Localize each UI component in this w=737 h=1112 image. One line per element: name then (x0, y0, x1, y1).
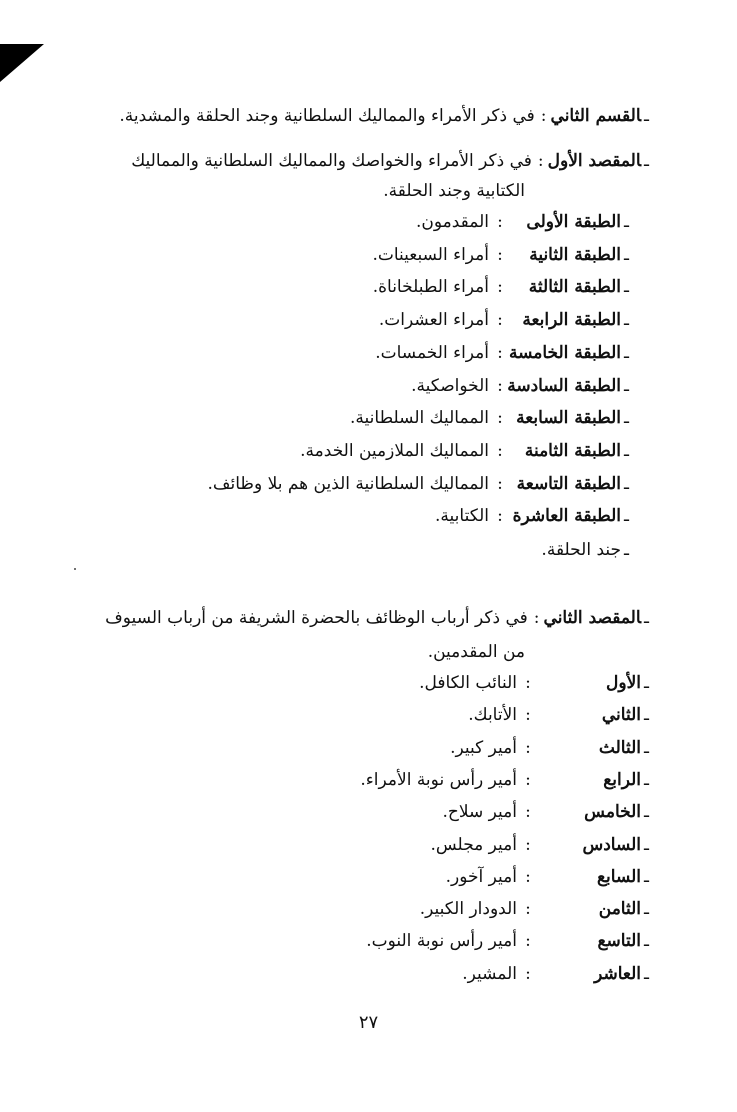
rank-row (430, 829, 649, 861)
colon: : (497, 376, 503, 396)
section-heading-line (119, 100, 649, 132)
purpose1-text: في ذكر الأمراء والخواصك والمماليك السلطانية والمماليك (131, 151, 532, 171)
dash: ـ (644, 931, 649, 951)
tier-value: أمراء الطبلخاناة. (372, 277, 490, 297)
purpose2-heading: المقصد الثاني (543, 608, 642, 628)
tier-row (435, 500, 629, 532)
colon: : (497, 277, 503, 297)
tier-label: الطبقة الثالثة (528, 277, 622, 297)
dash: ـ (624, 310, 629, 330)
dash: ـ (644, 835, 649, 855)
scan-corner-mark (0, 44, 44, 82)
colon: : (537, 151, 544, 171)
colon: : (497, 343, 503, 363)
tier-label: الطبقة الرابعة (522, 310, 622, 330)
dash: ـ (624, 540, 629, 560)
rank-row (468, 699, 649, 731)
colon: : (497, 506, 503, 526)
colon: : (497, 408, 503, 428)
colon: : (525, 770, 531, 790)
tier-value: أمراء الخمسات. (375, 343, 490, 363)
page-number: ٢٧ (358, 1012, 379, 1033)
rank-value: أمير رأس نوبة النوب. (366, 931, 518, 951)
rank-label: الخامس (584, 802, 642, 822)
dash: ـ (624, 506, 629, 526)
colon: : (525, 899, 531, 919)
dash: ـ (624, 441, 629, 461)
purpose2-heading-line (105, 602, 649, 634)
dash: ـ (644, 673, 649, 693)
dash: ـ (644, 964, 649, 984)
rank-value: أمير مجلس. (430, 835, 518, 855)
tier-label: الطبقة الأولى (526, 212, 622, 232)
colon: : (497, 212, 503, 232)
tier-row (372, 239, 629, 271)
purpose2-continuation: من المقدمين. (427, 642, 525, 662)
tier-row (379, 304, 629, 336)
dash: ـ (644, 802, 649, 822)
colon: : (525, 673, 531, 693)
dash: ـ (624, 408, 629, 428)
rank-row (462, 958, 649, 990)
rank-value: النائب الكافل. (419, 673, 518, 693)
tier-value: المماليك الملازمين الخدمة. (300, 441, 490, 461)
tier-value: أمراء السبعينات. (372, 245, 490, 265)
tier-row (375, 337, 629, 369)
dash: ـ (644, 770, 649, 790)
tier-value: أمراء العشرات. (378, 310, 490, 330)
rank-value: الدودار الكبير. (419, 899, 518, 919)
rank-row (443, 796, 650, 828)
purpose1-heading-line (131, 145, 649, 177)
colon: : (525, 867, 531, 887)
purpose2-text: في ذكر أرباب الوظائف بالحضرة الشريفة من أرباب السيوف (105, 608, 528, 628)
rank-label: السادس (582, 835, 642, 855)
colon: : (525, 705, 531, 725)
tier-label: الطبقة الثامنة (524, 441, 622, 461)
tier-row (411, 370, 629, 402)
rank-value: المشير. (462, 964, 518, 984)
tier-value: المماليك السلطانية. (350, 408, 490, 428)
tier-label: الطبقة التاسعة (516, 474, 622, 494)
tier-label: الطبقة السابعة (516, 408, 622, 428)
rank-row (366, 925, 649, 957)
rank-value: أمير سلاح. (442, 802, 518, 822)
tier-row (300, 435, 629, 467)
rank-row (420, 893, 649, 925)
purpose1-continuation: الكتابية وجند الحلقة. (383, 181, 525, 201)
dash: ـ (624, 212, 629, 232)
rank-label: الثاني (601, 705, 642, 725)
dash: ـ (624, 245, 629, 265)
dash: ـ (644, 705, 649, 725)
colon: : (497, 245, 503, 265)
rank-value: أمير آخور. (445, 867, 518, 887)
purpose1-heading: المقصد الأول (547, 151, 642, 171)
dash: ـ (644, 867, 649, 887)
colon: : (525, 931, 531, 951)
dash: ـ (644, 151, 649, 171)
rank-label: الثالث (598, 738, 642, 758)
section-heading: القسم الثاني (550, 106, 642, 126)
colon: : (525, 964, 531, 984)
rank-label: الأول (606, 673, 642, 693)
rank-row (446, 861, 649, 893)
dash: ـ (624, 474, 629, 494)
dash: ـ (624, 277, 629, 297)
colon: : (533, 608, 540, 628)
dash: ـ (644, 738, 649, 758)
dash: ـ (624, 376, 629, 396)
dash: ـ (644, 899, 649, 919)
colon: : (525, 738, 531, 758)
rank-value: أمير رأس نوبة الأمراء. (360, 770, 518, 790)
tier-label: الطبقة السادسة (507, 376, 622, 396)
rank-label: الثامن (598, 899, 642, 919)
scan-speck (74, 568, 76, 570)
tier-value: المقدمون. (415, 212, 490, 232)
tier-row (373, 271, 629, 303)
colon: : (497, 441, 503, 461)
tier-label: الطبقة العاشرة (512, 506, 622, 526)
rank-row (419, 667, 649, 699)
tier-value: الكتابية. (435, 506, 490, 526)
colon: : (497, 310, 503, 330)
dash: ـ (644, 106, 649, 126)
tier-row (416, 206, 629, 238)
tier-label: الطبقة الخامسة (508, 343, 622, 363)
colon: : (525, 802, 531, 822)
colon: : (540, 106, 547, 126)
tier-row (350, 402, 629, 434)
tier-last-item (541, 534, 629, 566)
rank-value: أمير كبير. (450, 738, 518, 758)
rank-value: الأتابك. (468, 705, 518, 725)
tier-value: المماليك السلطانية الذين هم بلا وظائف. (207, 474, 490, 494)
dash: ـ (644, 608, 649, 628)
rank-label: الرابع (603, 770, 642, 790)
rank-label: السابع (596, 867, 642, 887)
colon: : (525, 835, 531, 855)
colon: : (497, 474, 503, 494)
dash: ـ (624, 343, 629, 363)
tier-value: الخواصكية. (411, 376, 490, 396)
rank-label: التاسع (597, 931, 642, 951)
rank-label: العاشر (594, 964, 642, 984)
tier-row (208, 468, 629, 500)
tier-last-item-text: جند الحلقة. (541, 540, 622, 560)
rank-row (450, 732, 649, 764)
tier-label: الطبقة الثانية (529, 245, 622, 265)
section-text: في ذكر الأمراء والمماليك السلطانية وجند الحلقة والمشدية. (119, 106, 535, 126)
rank-row (360, 764, 649, 796)
